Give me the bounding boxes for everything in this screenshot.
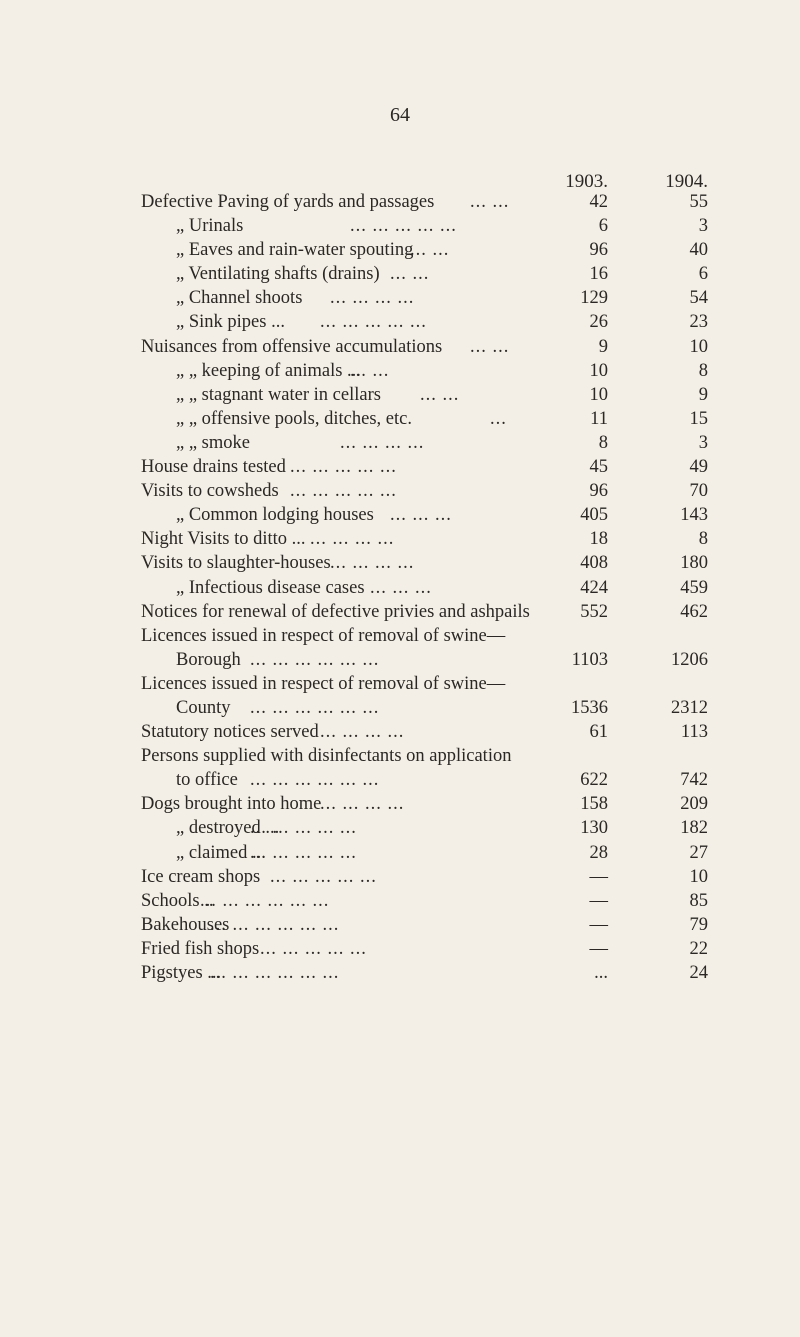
value-1904: 54 xyxy=(689,288,708,309)
row-label: Schools .. xyxy=(141,890,214,911)
table-row xyxy=(0,432,800,456)
row-label: Night Visits to ditto ... xyxy=(141,529,306,550)
value-1903: ... xyxy=(594,963,608,983)
row-label: House drains tested xyxy=(141,457,286,478)
value-1904: 22 xyxy=(689,938,708,959)
row-leader-dots: ... ... xyxy=(410,240,450,261)
value-1903: 1103 xyxy=(571,649,608,670)
row-leader-dots: ... ... ... ... ... ... xyxy=(250,770,380,791)
value-1903: 9 xyxy=(598,336,608,357)
row-label: „ Ventilating shafts (drains) xyxy=(176,264,380,285)
column-header-1903: 1903. xyxy=(565,171,608,192)
row-label: Nuisances from offensive accumulations xyxy=(141,336,443,357)
row-label: „ Eaves and rain-water spouting xyxy=(176,240,414,261)
value-1904: 209 xyxy=(680,794,708,815)
row-label: „ claimed ... xyxy=(176,842,266,863)
value-1903: 10 xyxy=(589,384,608,405)
row-label: Fried fish shops xyxy=(141,938,260,959)
value-1904: 70 xyxy=(689,481,708,502)
value-1903: 11 xyxy=(590,408,608,429)
value-1904: 79 xyxy=(689,914,708,935)
table-row xyxy=(0,673,800,697)
value-1903: 10 xyxy=(589,360,608,381)
value-1904: 10 xyxy=(689,866,708,887)
row-leader-dots: ... ... ... ... ... xyxy=(290,457,397,478)
value-1904: 6 xyxy=(698,264,708,285)
row-leader-dots: ... ... ... ... ... xyxy=(250,842,357,863)
row-label: Borough xyxy=(176,649,241,670)
value-1904: 462 xyxy=(680,601,708,622)
table-row xyxy=(0,552,800,576)
value-1903: 405 xyxy=(580,505,608,526)
row-label: „ Channel shoots xyxy=(176,288,303,309)
table-row xyxy=(0,890,800,914)
row-leader-dots: ... ... ... ... ... xyxy=(290,481,397,502)
row-leader-dots: ... ... ... ... xyxy=(320,722,405,743)
value-1903: 408 xyxy=(580,553,608,574)
value-1904: 3 xyxy=(698,432,708,453)
row-leader-dots: ... ... ... ... ... ... xyxy=(250,649,380,670)
column-header-1904: 1904. xyxy=(665,171,708,192)
row-label: „ Sink pipes ... xyxy=(176,312,285,333)
value-1904: 24 xyxy=(689,963,708,983)
row-label: Pigstyes ... xyxy=(141,963,222,983)
table-row xyxy=(0,962,800,986)
table-row xyxy=(0,191,800,215)
row-leader-dots: ... ... xyxy=(350,360,390,381)
row-leader-dots: ... ... ... ... ... xyxy=(350,216,457,237)
value-1904: 15 xyxy=(689,408,708,429)
value-1904: 459 xyxy=(680,577,708,598)
row-leader-dots: ... ... ... ... xyxy=(330,288,415,309)
value-1903: 622 xyxy=(580,770,608,791)
value-1904: 49 xyxy=(689,457,708,478)
table-row xyxy=(0,287,800,311)
value-1904: 3 xyxy=(698,216,708,237)
value-1904: 10 xyxy=(689,336,708,357)
value-1904: 23 xyxy=(689,312,708,333)
row-leader-dots: ... ... ... ... ... ... xyxy=(250,697,380,718)
value-1903: 96 xyxy=(589,240,608,261)
row-leader-dots: ... ... ... xyxy=(370,577,432,598)
row-leader-dots: ... ... xyxy=(390,264,430,285)
table-row xyxy=(0,745,800,769)
row-label: „ „ keeping of animals ... xyxy=(176,360,361,381)
row-label: Bakehouses xyxy=(141,914,230,935)
row-leader-dots: ... ... ... ... xyxy=(340,432,425,453)
table-row xyxy=(0,842,800,866)
row-label: „ Urinals xyxy=(176,216,244,237)
row-label: Persons supplied with disinfectants on application xyxy=(141,746,512,767)
value-1904: 27 xyxy=(689,842,708,863)
row-label: Visits to cowsheds xyxy=(141,481,279,502)
value-1904: 742 xyxy=(680,770,708,791)
row-leader-dots: ... ... xyxy=(470,336,510,357)
row-leader-dots: ... ... ... ... xyxy=(310,529,395,550)
value-1903: 28 xyxy=(589,842,608,863)
value-1903: 16 xyxy=(589,264,608,285)
row-leader-dots: ... ... ... ... ... xyxy=(270,866,377,887)
table-row xyxy=(0,769,800,793)
page-number: 64 xyxy=(390,104,410,126)
row-label: Defective Paving of yards and passages xyxy=(141,192,435,212)
value-1903: 42 xyxy=(589,192,608,212)
row-leader-dots: ... ... ... xyxy=(390,505,452,526)
table-row xyxy=(0,504,800,528)
table-row xyxy=(0,456,800,480)
table-row xyxy=(0,697,800,721)
value-1904: 8 xyxy=(698,360,708,381)
row-label: Dogs brought into home xyxy=(141,794,322,815)
value-1904: 182 xyxy=(680,818,708,839)
table-row xyxy=(0,528,800,552)
value-1903: 6 xyxy=(598,216,608,237)
value-1903: 1536 xyxy=(571,697,608,718)
value-1903: 61 xyxy=(589,722,608,743)
value-1903: 424 xyxy=(580,577,608,598)
value-1904: 85 xyxy=(689,890,708,911)
value-1903: — xyxy=(589,890,608,911)
row-leader-dots: ... ... ... ... ... ... xyxy=(200,890,330,911)
row-label: „ Infectious disease cases xyxy=(176,577,365,598)
value-1903: 129 xyxy=(580,288,608,309)
row-label: Ice cream shops xyxy=(141,866,261,887)
value-1903: 8 xyxy=(598,432,608,453)
value-1904: 113 xyxy=(680,722,708,743)
row-label: to office xyxy=(176,770,238,791)
table-row xyxy=(0,649,800,673)
table-row xyxy=(0,866,800,890)
row-label: Notices for renewal of defective privies and ashpails xyxy=(141,601,530,622)
table-row xyxy=(0,577,800,601)
table-row xyxy=(0,408,800,432)
row-leader-dots: ... ... xyxy=(470,192,510,212)
value-1903: — xyxy=(589,938,608,959)
row-label: County xyxy=(176,697,231,718)
table-row xyxy=(0,215,800,239)
row-label: Licences issued in respect of removal of swine— xyxy=(141,625,506,646)
table-row xyxy=(0,793,800,817)
table-row xyxy=(0,311,800,335)
row-label: Visits to slaughter-houses xyxy=(141,553,331,574)
table-row xyxy=(0,601,800,625)
row-label: „ „ offensive pools, ditches, etc. xyxy=(176,408,412,429)
value-1904: 2312 xyxy=(671,697,708,718)
table-row xyxy=(0,817,800,841)
table-row xyxy=(0,625,800,649)
row-leader-dots: ... ... xyxy=(420,384,460,405)
value-1904: 9 xyxy=(698,384,708,405)
row-leader-dots: ... ... ... ... ... xyxy=(260,938,367,959)
row-label: „ destroyed ... xyxy=(176,818,280,839)
statistics-table xyxy=(0,191,800,986)
value-1904: 40 xyxy=(689,240,708,261)
value-1904: 143 xyxy=(680,505,708,526)
value-1903: 45 xyxy=(589,457,608,478)
value-1903: 130 xyxy=(580,818,608,839)
row-leader-dots: ... ... ... ... ... ... xyxy=(210,914,340,935)
row-label: „ Common lodging houses xyxy=(176,505,374,526)
row-leader-dots: ... ... ... ... ... xyxy=(320,312,427,333)
value-1904: 180 xyxy=(680,553,708,574)
table-row xyxy=(0,480,800,504)
row-leader-dots: ... ... ... ... xyxy=(320,794,405,815)
value-1903: 158 xyxy=(580,794,608,815)
row-label: „ „ smoke xyxy=(176,432,250,453)
value-1903: — xyxy=(589,914,608,935)
row-label: Licences issued in respect of removal of swine— xyxy=(141,673,506,694)
row-leader-dots: ... xyxy=(490,408,507,429)
value-1903: 18 xyxy=(589,529,608,550)
table-row xyxy=(0,938,800,962)
value-1904: 1206 xyxy=(671,649,708,670)
row-leader-dots: ... ... ... ... xyxy=(330,553,415,574)
table-row xyxy=(0,721,800,745)
value-1903: — xyxy=(589,866,608,887)
value-1903: 96 xyxy=(589,481,608,502)
row-leader-dots: ... ... ... ... ... xyxy=(250,818,357,839)
value-1904: 8 xyxy=(698,529,708,550)
value-1903: 26 xyxy=(589,312,608,333)
table-row xyxy=(0,384,800,408)
value-1903: 552 xyxy=(580,601,608,622)
row-label: „ „ stagnant water in cellars xyxy=(176,384,381,405)
table-row xyxy=(0,263,800,287)
table-row xyxy=(0,336,800,360)
table-row xyxy=(0,239,800,263)
row-leader-dots: ... ... ... ... ... ... xyxy=(210,963,340,983)
row-label: Statutory notices served xyxy=(141,722,319,743)
table-row xyxy=(0,914,800,938)
table-row xyxy=(0,360,800,384)
value-1904: 55 xyxy=(689,192,708,212)
